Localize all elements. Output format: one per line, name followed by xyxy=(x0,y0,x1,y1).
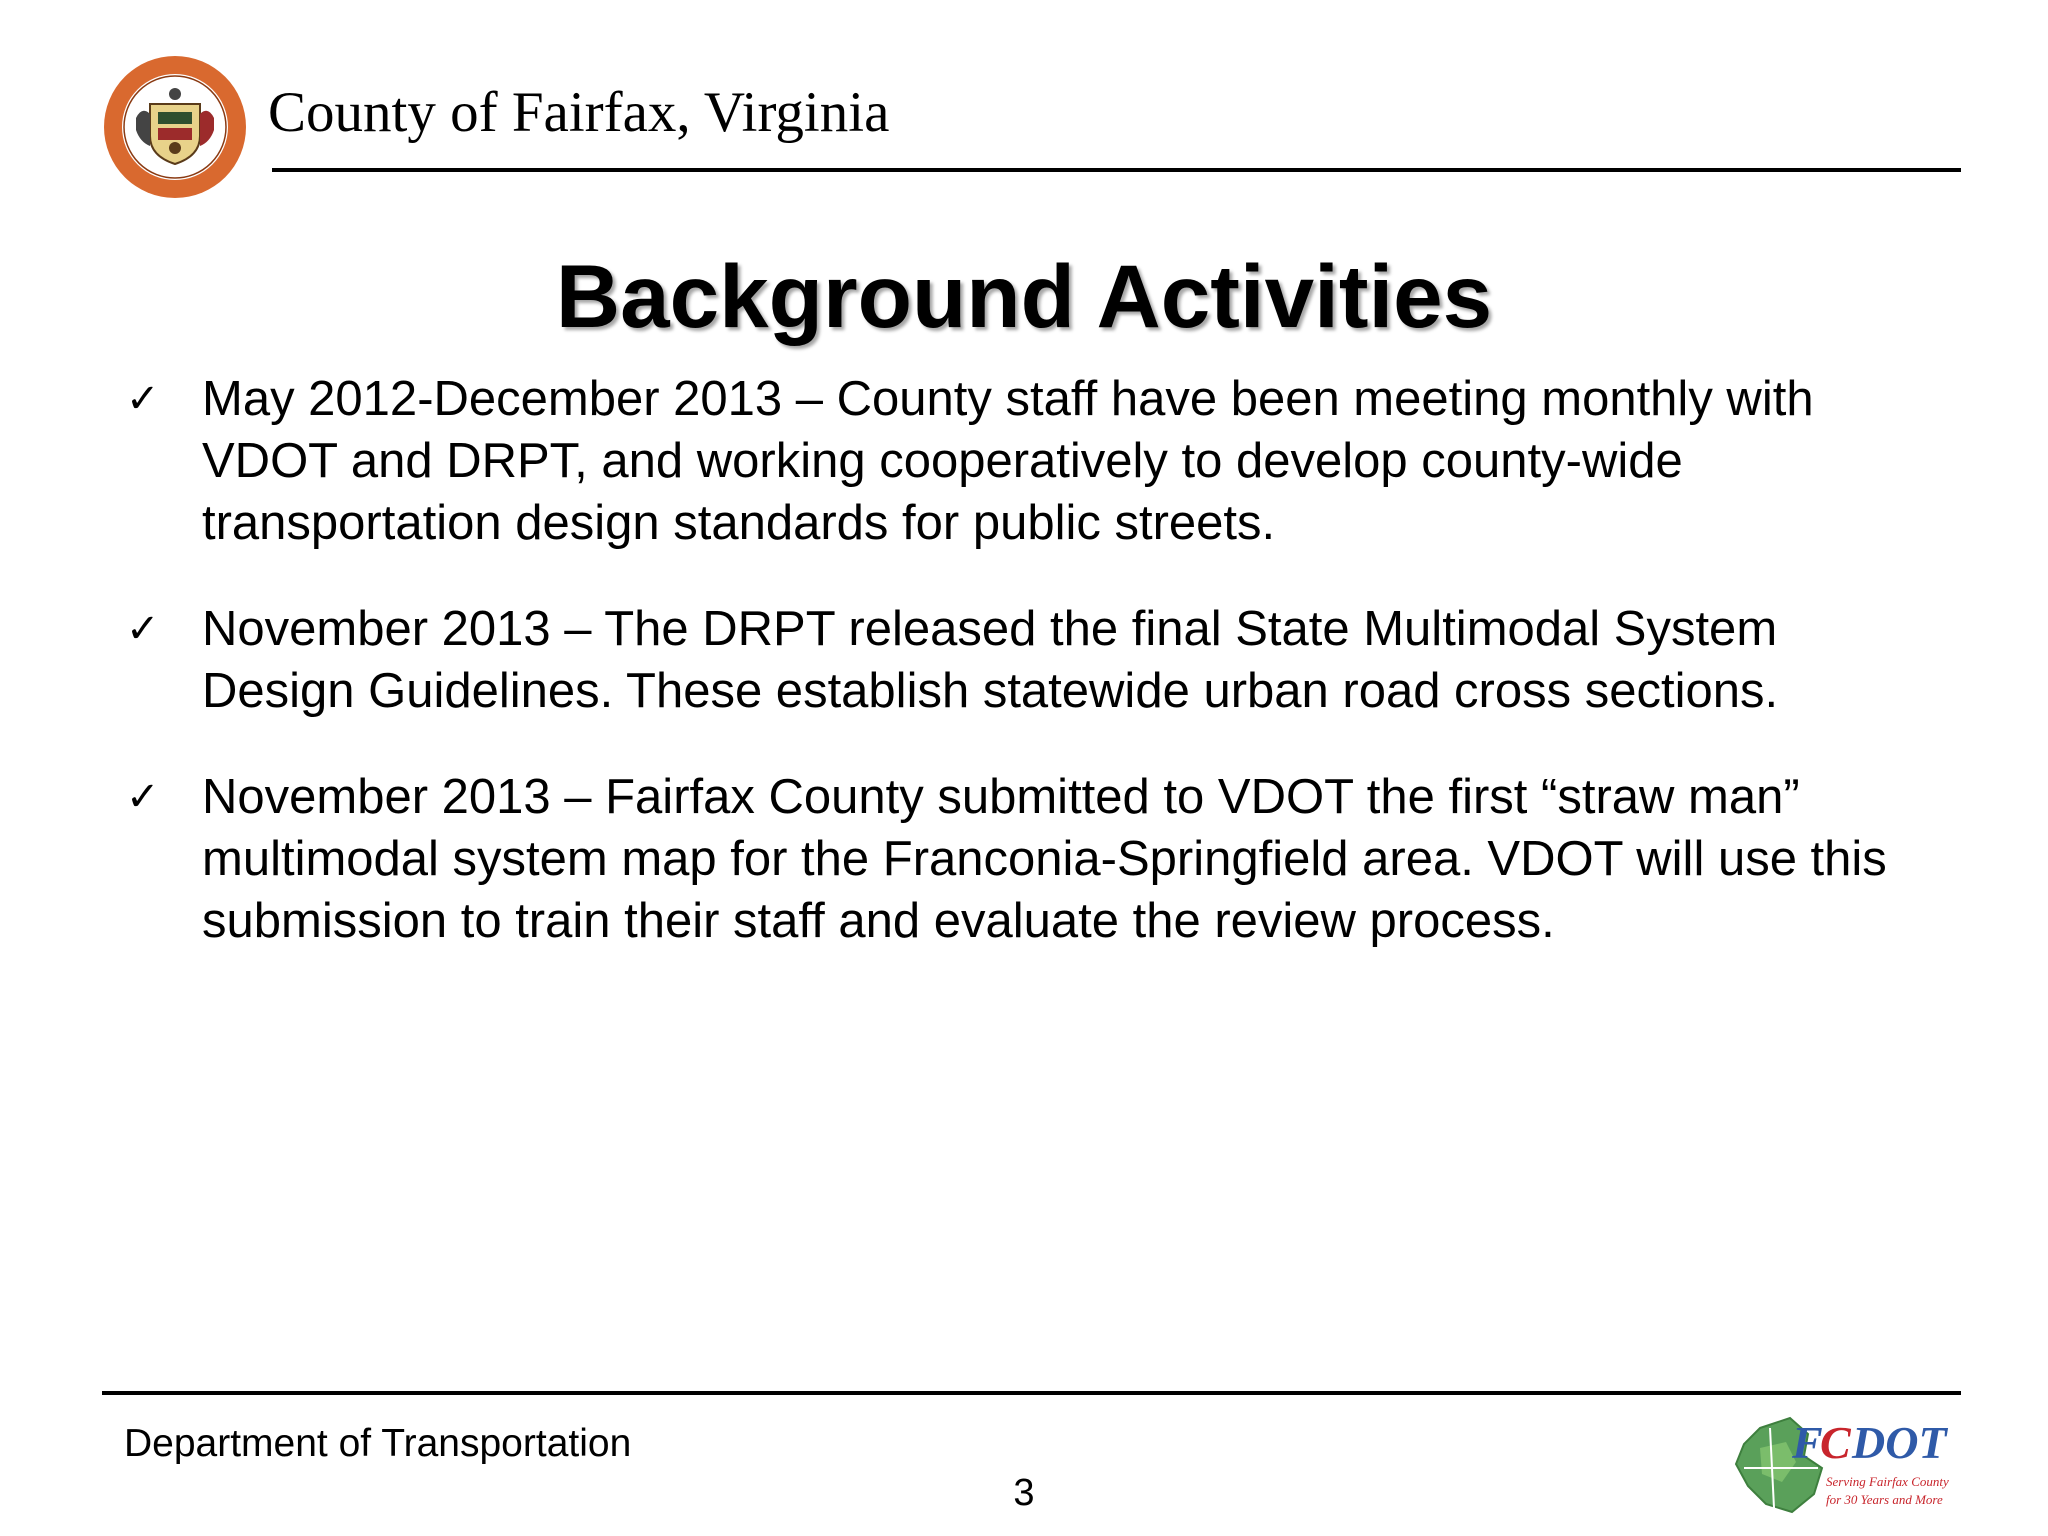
bullet-text: May 2012-December 2013 – County staff have been meeting monthly with VDOT and DRPT, and working cooperatively to develop county-wide transportation design standards for public streets. xyxy=(202,372,1814,550)
fcdot-logo-icon xyxy=(1730,1408,1962,1520)
bullet-item xyxy=(120,368,1920,554)
checkmark-icon: ✓ xyxy=(126,606,160,652)
footer-divider xyxy=(102,1391,1961,1395)
bullet-item xyxy=(120,766,1920,952)
svg-text:for 30 Years and More: for 30 Years and More xyxy=(1826,1492,1943,1507)
checkmark-icon: ✓ xyxy=(126,376,160,422)
svg-text:F: F xyxy=(1792,1417,1823,1468)
fairfax-county-seal-icon xyxy=(102,54,248,200)
footer-department: Department of Transportation xyxy=(124,1422,632,1465)
bullet-text: November 2013 – The DRPT released the final State Multimodal System Design Guidelines. These establish statewide urban road cross sections. xyxy=(202,602,1779,718)
checkmark-icon: ✓ xyxy=(126,774,160,820)
county-title: County of Fairfax, Virginia xyxy=(268,81,890,144)
bullet-text: November 2013 – Fairfax County submitted to VDOT the first “straw man” multimodal system map for the Franconia-Springfield area. VDOT will use this submission to train their staff and evaluate the review process. xyxy=(202,770,1887,948)
slide-title: Background Activities xyxy=(555,246,1493,346)
bullet-item xyxy=(120,598,1920,722)
bullet-list xyxy=(120,368,1920,996)
svg-text:C: C xyxy=(1820,1417,1851,1468)
header-divider xyxy=(272,168,1961,172)
svg-text:DOT: DOT xyxy=(1852,1417,1947,1468)
page-number: 3 xyxy=(1013,1472,1035,1514)
svg-text:Serving Fairfax County: Serving Fairfax County xyxy=(1826,1474,1949,1489)
